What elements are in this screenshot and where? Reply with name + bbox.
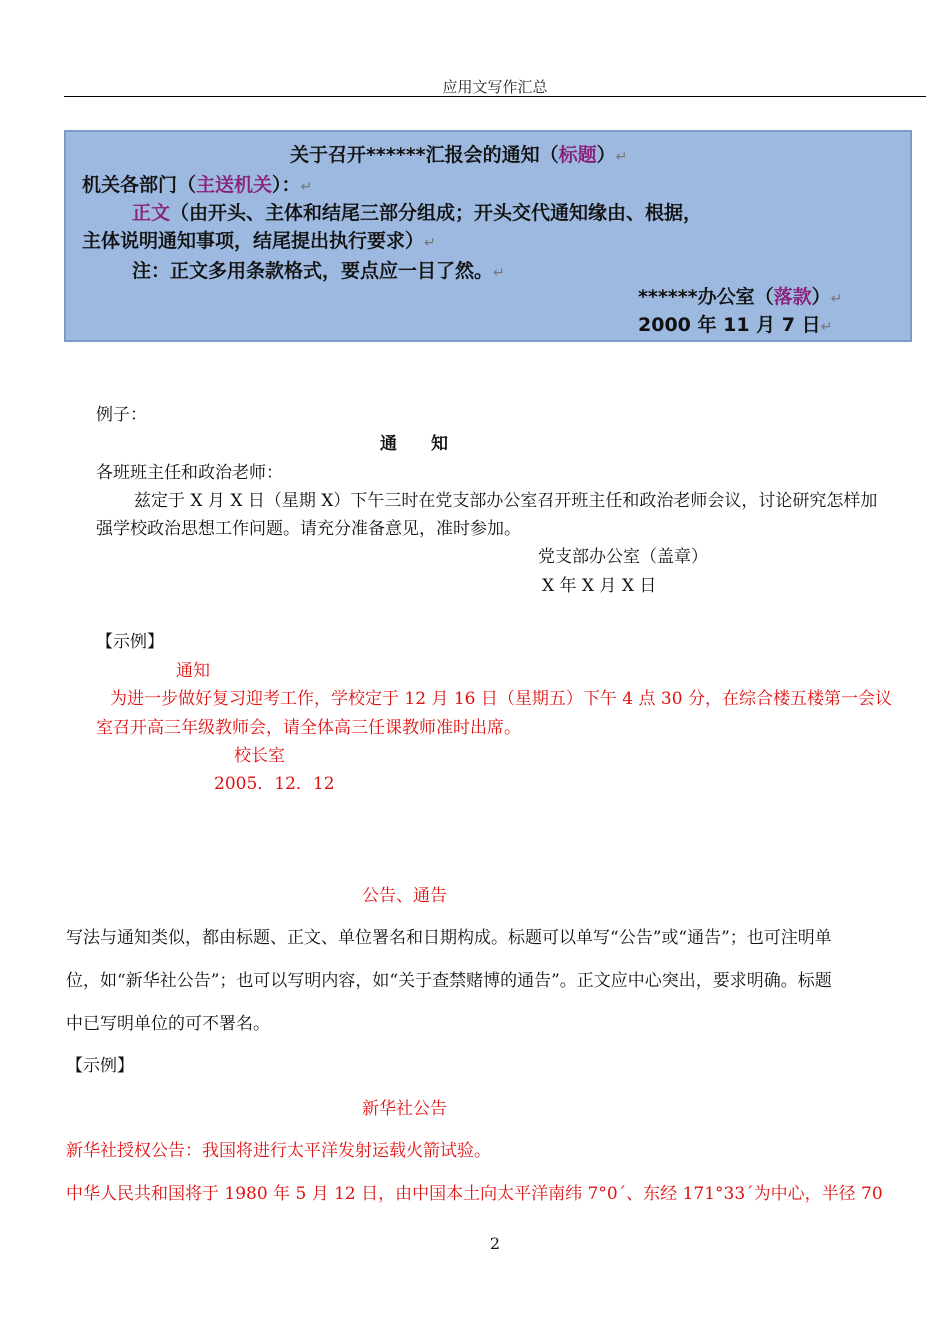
figure-highlight-addressee: 主送机关 <box>196 174 273 196</box>
figure-line-body-cont <box>82 226 436 253</box>
example2-title: 通知 <box>176 661 210 681</box>
figure-line-body <box>132 198 702 225</box>
example2-body-line: 室召开高三年级教师会，请全体高三任课教师准时出席。 <box>96 718 521 738</box>
section-example-label: 【示例】 <box>66 1056 134 1076</box>
figure-text: ） <box>596 144 616 166</box>
figure-line-date <box>638 310 832 337</box>
notice-format-figure <box>64 130 912 342</box>
example2-sign: 校长室 <box>234 746 285 766</box>
figure-text: 2000 年 11 月 7 日 <box>638 314 821 336</box>
paragraph-mark-icon: ↵ <box>820 319 833 335</box>
section-paragraph-line: 位，如“新华社公告”；也可以写明内容，如“关于查禁赌博的通告”。正文应中心突出，要求明确。标题 <box>66 971 832 991</box>
paragraph-mark-icon: ↵ <box>424 235 436 251</box>
example2-date: 2005．12．12 <box>214 774 335 794</box>
example1-sign: 党支部办公室（盖章） <box>538 547 708 567</box>
paragraph-mark-icon: ↵ <box>615 149 628 165</box>
example1-label: 例子： <box>96 405 147 425</box>
section-heading: 公告、通告 <box>362 886 447 906</box>
section-example-line: 中华人民共和国将于 1980 年 5 月 12 日，由中国本土向太平洋南纬 7°0´、东经 171°33´为中心，半径 70 <box>66 1184 883 1204</box>
section-example-line: 新华社授权公告：我国将进行太平洋发射运载火箭试验。 <box>66 1141 491 1161</box>
paragraph-mark-icon: ↵ <box>830 291 843 307</box>
example1-body-line: 兹定于 X 月 X 日（星期 X）下午三时在党支部办公室召开班主任和政治老师会议，讨论研究怎样加 <box>134 491 878 511</box>
figure-line-note <box>132 256 505 283</box>
figure-text: ）： <box>272 174 301 196</box>
page-number: 2 <box>489 1234 501 1253</box>
example1-addressee: 各班班主任和政治老师： <box>96 463 283 483</box>
figure-text: 注：正文多用条款格式，要点应一目了然。 <box>132 260 494 282</box>
figure-line-title <box>290 140 627 167</box>
figure-text: 关于召开******汇报会的通知（ <box>290 144 559 166</box>
header-rule <box>64 96 926 97</box>
figure-text: （由开头、主体和结尾三部分组成；开头交代通知缘由、根据， <box>170 202 703 224</box>
page-header-title: 应用文写作汇总 <box>442 78 548 96</box>
example1-body-line: 强学校政治思想工作问题。请充分准备意见，准时参加。 <box>96 519 521 539</box>
figure-highlight-title: 标题 <box>558 144 597 166</box>
example1-date: X 年 X 月 X 日 <box>542 576 657 596</box>
paragraph-mark-icon: ↵ <box>300 179 313 195</box>
section-paragraph-line: 写法与通知类似，都由标题、正文、单位署名和日期构成。标题可以单写“公告”或“通告”；也可注明单 <box>66 928 832 948</box>
figure-text: ） <box>811 286 831 308</box>
example2-label: 【示例】 <box>96 632 164 652</box>
paragraph-mark-icon: ↵ <box>493 265 505 281</box>
figure-line-sign <box>638 282 842 309</box>
section-example-title: 新华社公告 <box>362 1099 447 1119</box>
section-paragraph-line: 中已写明单位的可不署名。 <box>66 1014 270 1034</box>
figure-highlight-sign: 落款 <box>773 286 812 308</box>
example2-body-line: 为进一步做好复习迎考工作，学校定于 12 月 16 日（星期五）下午 4 点 30 分，在综合楼五楼第一会议 <box>110 689 892 709</box>
example1-title: 通 知 <box>380 434 448 454</box>
figure-line-addressee <box>82 170 312 197</box>
figure-text: ******办公室（ <box>638 286 774 308</box>
figure-text: 主体说明通知事项，结尾提出执行要求） <box>82 230 425 252</box>
figure-text: 机关各部门（ <box>82 174 197 196</box>
figure-highlight-body: 正文 <box>132 202 171 224</box>
